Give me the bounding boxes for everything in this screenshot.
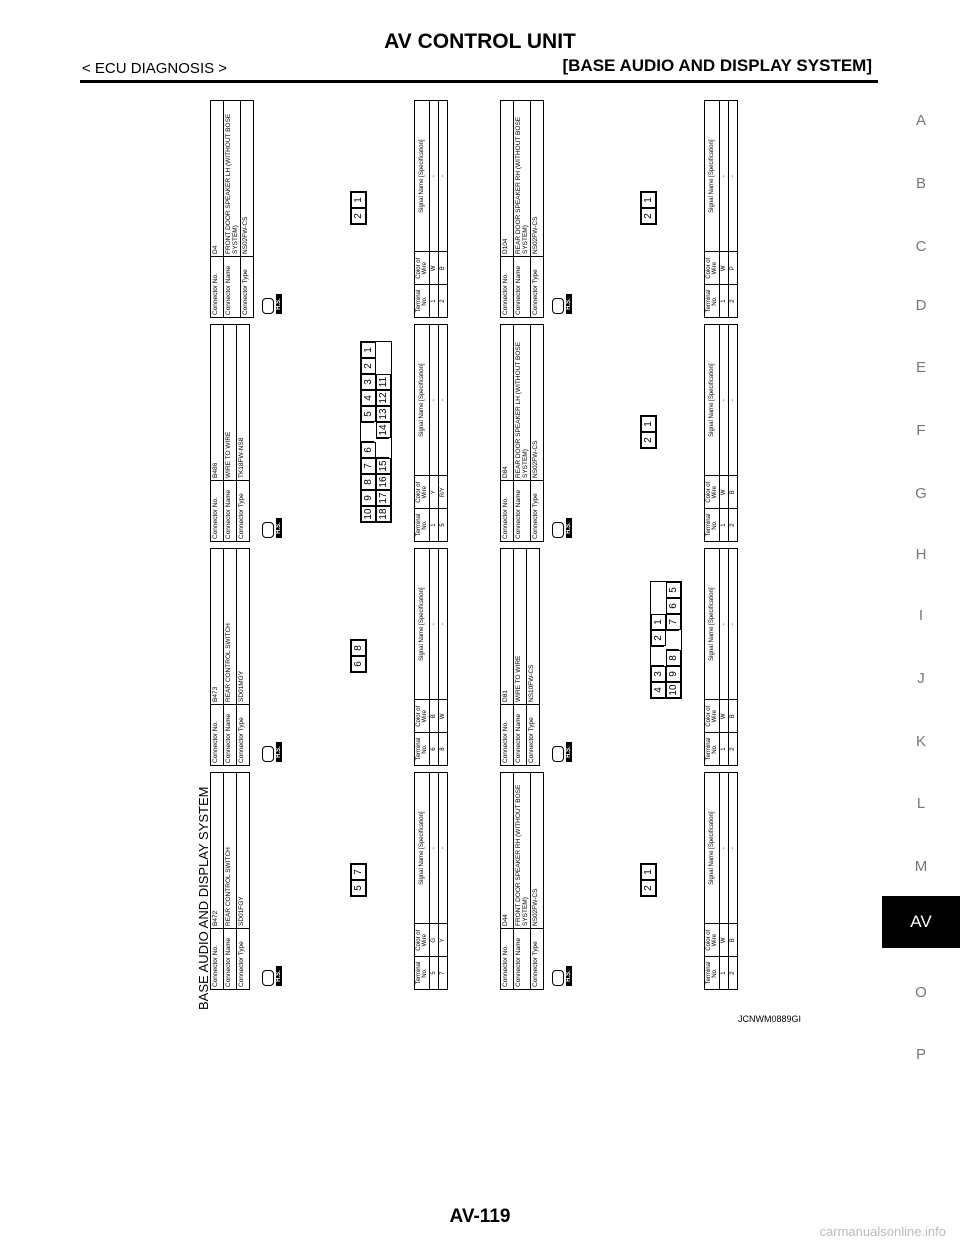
terminal-cell: -: [439, 325, 448, 476]
terminal-cell: W: [720, 252, 729, 285]
connector-pin: 8: [361, 474, 376, 490]
connector-pin: 6: [361, 442, 376, 458]
connector-pin: 1: [651, 614, 666, 630]
info-value: B486: [211, 325, 224, 481]
connector-info-table: [210, 324, 250, 542]
table-row: [430, 101, 439, 318]
terminal-table-header: Signal Name [Specification]: [705, 549, 720, 700]
harness-side-icon: [262, 284, 286, 314]
index-letter-a[interactable]: A: [915, 112, 926, 129]
terminal-table-header: Terminal No.: [705, 957, 720, 990]
info-value: SD01MGY: [237, 549, 250, 705]
connector-pin: 2: [361, 358, 376, 374]
connector-pin: 9: [361, 490, 376, 506]
terminal-table-header: Signal Name [Specification]: [415, 325, 430, 476]
terminal-cell: -: [720, 101, 729, 252]
info-label: Connector Name: [514, 929, 531, 990]
info-label: Connector Name: [224, 705, 237, 766]
info-label: Connector Name: [514, 705, 527, 766]
info-label: Connector Type: [531, 929, 544, 990]
terminal-table-header: Color of Wire: [705, 476, 720, 509]
table-row: [729, 101, 738, 318]
info-value: WIRE TO WIRE: [224, 325, 237, 481]
harness-side-icon: [262, 732, 286, 762]
terminal-cell: Y: [430, 476, 439, 509]
terminal-cell: 2: [729, 285, 738, 318]
terminal-cell: B: [430, 700, 439, 733]
connector-face: [640, 415, 657, 449]
info-label: Connector Name: [224, 257, 241, 318]
info-label: Connector Name: [514, 257, 531, 318]
info-value: NS02FW-CS: [241, 101, 254, 257]
terminal-table-header: Signal Name [Specification]: [705, 773, 720, 924]
index-letter-h[interactable]: H: [915, 546, 927, 563]
index-letter-d[interactable]: D: [915, 297, 927, 314]
terminal-cell: -: [439, 101, 448, 252]
terminal-table: [704, 772, 738, 990]
terminal-cell: G: [430, 924, 439, 957]
header-rule: [80, 80, 878, 83]
connector-pin: 2: [641, 432, 656, 448]
info-label: Connector No.: [501, 257, 514, 318]
connector-info-table: [500, 324, 544, 542]
connector-card-b486: [210, 324, 482, 542]
connector-card-b472: [210, 772, 482, 990]
table-row: [439, 773, 448, 990]
terminal-cell: 1: [720, 957, 729, 990]
terminal-cell: 6: [430, 733, 439, 766]
info-label: Connector No.: [211, 705, 224, 766]
terminal-table-header: Terminal No.: [415, 509, 430, 542]
terminal-table: [704, 548, 738, 766]
connector-face: [640, 863, 657, 897]
hs-label: H.S.: [276, 966, 282, 986]
terminal-cell: 2: [729, 733, 738, 766]
info-value: D44: [501, 773, 514, 929]
terminal-table-header: Terminal No.: [705, 285, 720, 318]
connector-hand-icon: [552, 298, 564, 314]
info-value: NS02FW-CS: [531, 325, 544, 481]
connector-pin: 8: [351, 640, 366, 656]
index-letter-c[interactable]: C: [915, 238, 927, 255]
info-label: Connector Name: [224, 481, 237, 542]
connector-pin: 5: [361, 406, 376, 422]
info-label: Connector Type: [241, 257, 254, 318]
info-label: Connector Type: [237, 705, 250, 766]
info-value: FRONT DOOR SPEAKER RH (WITHOUT BOSE SYSTEM): [514, 773, 531, 929]
index-letter-o[interactable]: O: [915, 984, 927, 1001]
terminal-cell: W: [720, 476, 729, 509]
figure-code: JCNWM0889GI: [738, 1014, 802, 1024]
connector-hand-icon: [552, 522, 564, 538]
terminal-cell: 1: [430, 285, 439, 318]
info-value: D104: [501, 101, 514, 257]
index-letter-l[interactable]: L: [916, 795, 926, 812]
terminal-table: [414, 772, 448, 990]
terminal-cell: -: [430, 101, 439, 252]
index-letter-av[interactable]: AV: [882, 896, 960, 948]
index-letter-k[interactable]: K: [915, 733, 926, 750]
connector-hand-icon: [262, 522, 274, 538]
connector-pin: 7: [361, 458, 376, 474]
connector-info-table: [500, 772, 544, 990]
terminal-table: [414, 100, 448, 318]
terminal-table-header: Signal Name [Specification]: [415, 549, 430, 700]
info-label: Connector No.: [211, 257, 224, 318]
connector-card-b473: [210, 548, 482, 766]
info-label: Connector Name: [224, 929, 237, 990]
info-value: D81: [501, 549, 514, 705]
connector-card-d4: [210, 100, 482, 318]
info-value: NS10FW-CS: [527, 549, 540, 705]
terminal-cell: -: [430, 325, 439, 476]
connector-card-d44: [500, 772, 772, 990]
info-value: FRONT DOOR SPEAKER LH (WITHOUT BOSE SYSTEM): [224, 101, 241, 257]
terminal-table-header: Signal Name [Specification]: [705, 101, 720, 252]
connector-card-d104: [500, 100, 772, 318]
index-letter-e[interactable]: E: [915, 359, 926, 376]
info-label: Connector No.: [211, 929, 224, 990]
terminal-cell: R/Y: [439, 476, 448, 509]
terminal-cell: W: [720, 924, 729, 957]
terminal-table-header: Signal Name [Specification]: [415, 101, 430, 252]
connector-pin: 10: [666, 682, 681, 698]
info-label: Connector Name: [514, 481, 531, 542]
info-label: Connector No.: [501, 929, 514, 990]
info-value: TK18FW-NS8: [237, 325, 250, 481]
connector-hand-icon: [262, 298, 274, 314]
terminal-cell: 8: [439, 733, 448, 766]
figure-title: BASE AUDIO AND DISPLAY SYSTEM: [196, 786, 211, 1010]
connector-pin: 1: [351, 192, 366, 208]
connector-pin: 2: [351, 208, 366, 224]
table-row: [430, 549, 439, 766]
connector-pin: 12: [376, 390, 391, 406]
watermark: carmanualsonline.info: [819, 1224, 946, 1239]
connector-pin: 7: [351, 864, 366, 880]
terminal-cell: W: [720, 700, 729, 733]
connector-face: [350, 639, 367, 673]
terminal-cell: -: [720, 773, 729, 924]
terminal-cell: -: [729, 549, 738, 700]
terminal-table-header: Color of Wire: [415, 924, 430, 957]
index-letter-f[interactable]: F: [916, 422, 926, 439]
terminal-cell: 5: [439, 509, 448, 542]
terminal-cell: 2: [729, 509, 738, 542]
section-label: < ECU DIAGNOSIS >: [82, 60, 228, 77]
terminal-cell: -: [439, 773, 448, 924]
terminal-table: [704, 100, 738, 318]
terminal-table-header: Terminal No.: [415, 733, 430, 766]
connector-pin: 2: [641, 880, 656, 896]
terminal-table-header: Color of Wire: [415, 476, 430, 509]
connector-face: [650, 581, 682, 699]
connector-info-table: [500, 548, 540, 766]
table-row: [720, 101, 729, 318]
connector-pin: 15: [376, 458, 391, 474]
terminal-cell: Y: [439, 924, 448, 957]
terminal-cell: -: [729, 773, 738, 924]
table-row: [729, 325, 738, 542]
terminal-table-header: Color of Wire: [705, 924, 720, 957]
index-letter-i[interactable]: I: [918, 607, 924, 624]
info-label: Connector Type: [237, 481, 250, 542]
connector-pin: 6: [666, 598, 681, 614]
connector-pin: 1: [641, 416, 656, 432]
connector-face: [350, 191, 367, 225]
harness-side-icon: [552, 284, 576, 314]
terminal-table-header: Color of Wire: [705, 252, 720, 285]
terminal-table-header: Color of Wire: [415, 252, 430, 285]
harness-side-icon: [552, 732, 576, 762]
connector-pin: 1: [641, 192, 656, 208]
info-label: Connector No.: [501, 481, 514, 542]
connector-card-d84: [500, 324, 772, 542]
info-value: B473: [211, 549, 224, 705]
connector-pin: 16: [376, 474, 391, 490]
info-value: REAR DOOR SPEAKER RH (WITHOUT BOSE SYSTEM): [514, 101, 531, 257]
terminal-table-header: Signal Name [Specification]: [415, 773, 430, 924]
table-row: [430, 773, 439, 990]
table-row: [430, 325, 439, 542]
connector-pin: 17: [376, 490, 391, 506]
info-value: SD01FGY: [237, 773, 250, 929]
connector-hand-icon: [262, 970, 274, 986]
terminal-cell: W: [439, 700, 448, 733]
connector-pin: 1: [361, 342, 376, 358]
table-row: [720, 325, 729, 542]
terminal-cell: W: [430, 252, 439, 285]
terminal-cell: B: [729, 476, 738, 509]
terminal-table-header: Color of Wire: [705, 700, 720, 733]
info-label: Connector No.: [211, 481, 224, 542]
info-value: B472: [211, 773, 224, 929]
terminal-cell: P: [729, 252, 738, 285]
terminal-cell: 1: [720, 733, 729, 766]
connector-figure-rotated: [196, 94, 776, 1010]
terminal-table-header: Terminal No.: [705, 733, 720, 766]
harness-side-icon: [262, 508, 286, 538]
index-letter-p[interactable]: P: [915, 1046, 926, 1063]
connector-pin: 10: [361, 506, 376, 522]
terminal-cell: B: [729, 700, 738, 733]
info-value: NS02FW-CS: [531, 773, 544, 929]
terminal-table: [414, 324, 448, 542]
info-value: REAR CONTROL SWITCH: [224, 549, 237, 705]
index-letter-b[interactable]: B: [915, 175, 926, 192]
connector-pin: 5: [351, 880, 366, 896]
hs-label: H.S.: [566, 518, 572, 538]
info-label: Connector Type: [531, 257, 544, 318]
connector-pin: 3: [651, 666, 666, 682]
terminal-cell: -: [729, 325, 738, 476]
table-row: [439, 549, 448, 766]
harness-side-icon: [552, 508, 576, 538]
index-letter-m[interactable]: M: [914, 858, 928, 875]
info-value: NS02FW-CS: [531, 101, 544, 257]
hs-label: H.S.: [276, 518, 282, 538]
connector-pin: 4: [361, 390, 376, 406]
connector-pin: 2: [651, 630, 666, 646]
connector-pin: 8: [666, 650, 681, 666]
connector-hand-icon: [552, 970, 564, 986]
table-row: [729, 549, 738, 766]
terminal-table-header: Terminal No.: [415, 957, 430, 990]
terminal-cell: -: [430, 773, 439, 924]
connector-pin: 9: [666, 666, 681, 682]
terminal-cell: B: [439, 252, 448, 285]
connector-pin: 14: [376, 422, 391, 438]
terminal-cell: -: [439, 549, 448, 700]
harness-side-icon: [262, 956, 286, 986]
connector-info-table: [210, 548, 250, 766]
terminal-table-header: Terminal No.: [705, 509, 720, 542]
info-label: Connector Type: [237, 929, 250, 990]
table-row: [729, 773, 738, 990]
connector-info-table: [500, 100, 544, 318]
terminal-table-header: Signal Name [Specification]: [705, 325, 720, 476]
page-number: AV-119: [449, 1206, 511, 1227]
info-label: Connector No.: [501, 705, 514, 766]
connector-pin: 3: [361, 374, 376, 390]
terminal-cell: 2: [729, 957, 738, 990]
terminal-cell: -: [720, 325, 729, 476]
harness-side-icon: [552, 956, 576, 986]
connector-pin: 13: [376, 406, 391, 422]
info-value: REAR DOOR SPEAKER LH (WITHOUT BOSE SYSTEM): [514, 325, 531, 481]
hs-label: H.S.: [566, 966, 572, 986]
info-value: REAR CONTROL SWITCH: [224, 773, 237, 929]
info-label: Connector Type: [531, 481, 544, 542]
connector-face: [640, 191, 657, 225]
system-label: [BASE AUDIO AND DISPLAY SYSTEM]: [562, 56, 872, 75]
hs-label: H.S.: [276, 294, 282, 314]
terminal-cell: 5: [430, 957, 439, 990]
terminal-cell: 2: [439, 285, 448, 318]
connector-pin: 1: [641, 864, 656, 880]
table-row: [720, 773, 729, 990]
hs-label: H.S.: [276, 742, 282, 762]
info-label: Connector Type: [527, 705, 540, 766]
terminal-cell: 1: [430, 509, 439, 542]
connector-pin: 18: [376, 506, 391, 522]
connector-pin: 5: [666, 582, 681, 598]
hs-label: H.S.: [566, 294, 572, 314]
index-letter-j[interactable]: J: [917, 670, 925, 687]
table-row: [720, 549, 729, 766]
terminal-table-header: Terminal No.: [415, 285, 430, 318]
connector-info-table: [210, 100, 254, 318]
page-title: AV CONTROL UNIT: [384, 30, 576, 53]
terminal-cell: -: [430, 549, 439, 700]
connector-pin: 7: [666, 614, 681, 630]
terminal-cell: 1: [720, 509, 729, 542]
connector-pin: 6: [351, 656, 366, 672]
terminal-cell: -: [720, 549, 729, 700]
connector-face: [350, 863, 367, 897]
connector-card-d81: [500, 548, 772, 766]
table-row: [439, 101, 448, 318]
terminal-cell: -: [729, 101, 738, 252]
terminal-cell: 1: [720, 285, 729, 318]
connector-pin: 2: [641, 208, 656, 224]
terminal-cell: B: [729, 924, 738, 957]
info-value: WIRE TO WIRE: [514, 549, 527, 705]
connector-pin: 4: [651, 682, 666, 698]
info-value: D4: [211, 101, 224, 257]
index-letter-g[interactable]: G: [915, 485, 927, 502]
connector-hand-icon: [262, 746, 274, 762]
connector-figure: [196, 94, 776, 1010]
connector-info-table: [210, 772, 250, 990]
hs-label: H.S.: [566, 742, 572, 762]
info-value: D84: [501, 325, 514, 481]
terminal-table-header: Color of Wire: [415, 700, 430, 733]
table-row: [439, 325, 448, 542]
terminal-cell: 7: [439, 957, 448, 990]
terminal-table: [704, 324, 738, 542]
connector-hand-icon: [552, 746, 564, 762]
terminal-table: [414, 548, 448, 766]
connector-pin: 11: [376, 374, 391, 390]
connector-face: [360, 341, 392, 523]
